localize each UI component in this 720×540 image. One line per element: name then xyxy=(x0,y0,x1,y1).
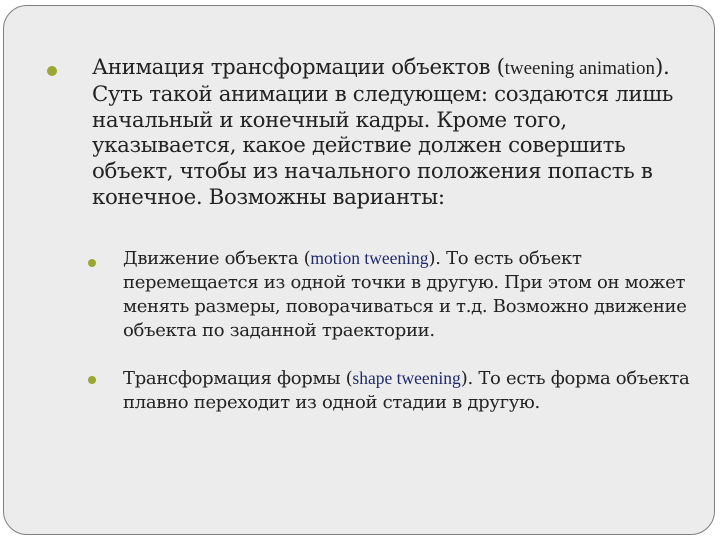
sub-bullet-icon xyxy=(88,376,96,384)
sub-item-text-end: ). То есть форма объекта плавно переходит из одной стадии в другую. xyxy=(123,368,690,413)
slide-content xyxy=(4,6,714,534)
sub-item-text-start: Движение объекта ( xyxy=(123,248,311,269)
bullet-icon xyxy=(47,66,57,76)
slide-frame xyxy=(3,5,715,535)
main-text-start: Анимация трансформации объектов ( xyxy=(92,55,505,80)
sub-item-text-end: ). То есть объект перемещается из одной точки в другую. При этом он может менять размеры, поворачиваться и т.д. Возможно движение объекта по заданной траектории. xyxy=(123,248,687,341)
main-paragraph xyxy=(92,55,692,211)
sub-item-text-start: Трансформация формы ( xyxy=(123,368,353,389)
sub-item-term: motion tweening xyxy=(310,248,429,268)
sub-item-shape-tweening xyxy=(123,366,693,415)
sub-item-term: shape tweening xyxy=(352,368,461,388)
sub-bullet-icon xyxy=(88,259,96,267)
main-text-end: ). Суть такой анимации в следующем: создаются лишь начальный и конечный кадры. Кроме того, указывается, какое действие должен совершить объект, чтобы из начального положения попасть в конечное. Возможны варианты: xyxy=(92,55,673,210)
sub-item-motion-tweening xyxy=(123,246,693,343)
main-term: tweening animation xyxy=(504,58,655,79)
